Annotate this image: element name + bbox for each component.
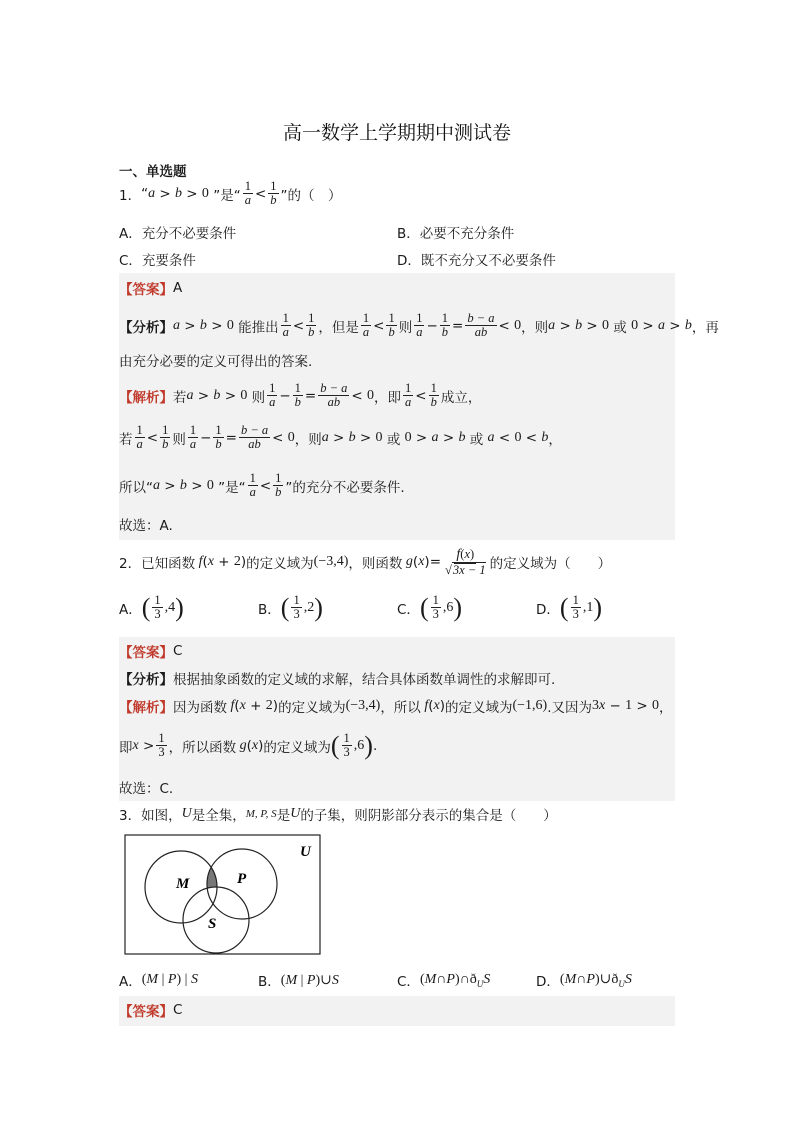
q2-stem: 2． 已知函数 f ( x + 2 ) 的定义域为 (−3,4) ，则函数 g ( x ) = $\frac{f(x)}{√3x - 1}$ 的定义域为（ ） (119, 547, 612, 577)
q1-analysis: 【分析】 a > b > 0 能推出 $\frac{1}{a}$ < $\frac{1}{b}$ ，但是 $\frac{1}{a}$ < $\frac{1}{b}$ 则 $\frac{1}{a}$ − $\frac{1}{b}$ = $\frac{b - a}{ab}$ < 0 ，则 a > b > 0 或 0 > a > b ，再 (119, 311, 719, 340)
label-p: P (237, 871, 247, 887)
q2-option-d: D． ( $\frac{1}{3}$ ,1 ) (536, 592, 602, 622)
q3-option-d: D． $(M\cap P)\cup ð_US$ (536, 972, 632, 990)
q1-analysis-cont: 由充分必要的定义可得出的答案. (119, 354, 313, 370)
q1-stem: 1． “ a > b > 0 ”是“ $\frac{1}{a}$ < $\frac{1}{b}$ ”的（ ） (119, 179, 342, 208)
q3-option-c: C． $(M\cap P)\cap ð_US$ (397, 971, 491, 990)
q2-option-a: A． ( $\frac{1}{3}$ ,4 ) (119, 592, 184, 622)
section-heading: 一、单选题 (119, 164, 187, 180)
label-s: S (208, 916, 217, 932)
q3-option-b: B． (M | P)∪S (258, 972, 339, 990)
q3-stem: 3． 如图， U 是全集， M, P, S 是 U 的子集，则阴影部分表示的集合是（ ） (119, 806, 557, 824)
q2-solution-line1: 【解析】 因为函数 f ( x + 2 ) 的定义域为 (−3,4) ，所以 f ( x ) 的定义域为 (−1,6) .又因为 3 x − 1 > 0 ， (119, 698, 673, 716)
q2-option-b: B． ( $\frac{1}{3}$ ,2 ) (258, 592, 323, 622)
label-m: M (176, 876, 190, 892)
q2-answer: 【答案】 C (119, 643, 183, 661)
q1-solution-line1: 【解析】 若 a > b > 0 则 $\frac{1}{a}$ − $\frac{1}{b}$ = $\frac{b - a}{ab}$ < 0 ，即 $\frac{1}{a}$ < $\frac{1}{b}$ 成立， (119, 381, 482, 410)
page-title: 高一数学上学期期中测试卷 (282, 122, 511, 144)
q3-option-a: A． (M | P) | S (119, 972, 198, 990)
label-u: U (300, 844, 311, 860)
q2-analysis: 【分析】 根据抽象函数的定义域的求解，结合具体函数单调性的求解即可. (119, 672, 556, 688)
q2-solution-line2: 即 x > $\frac{1}{3}$ ，所以函数 g ( x ) 的定义域为 ( $\frac{1}{3}$ ,6 ) . (119, 730, 378, 760)
q1-option-c: C．充要条件 (119, 253, 196, 269)
universe-rect (125, 835, 320, 954)
q1-option-b: B．必要不充分条件 (397, 226, 515, 242)
q1-solution-line2: 若 $\frac{1}{a}$ < $\frac{1}{b}$ 则 $\frac{1}{a}$ − $\frac{1}{b}$ = $\frac{b - a}{ab}$ < 0 ，则 a > b > 0 或 0 > a > b 或 a < 0 < b ， (119, 423, 562, 452)
q1-answer: 【答案】 A (119, 280, 183, 298)
q1-solution-line3: 所以“ a > b > 0 ”是“ $\frac{1}{a}$ < $\frac{1}{b}$ ”的充分不必要条件. (119, 471, 405, 500)
venn-diagram (124, 833, 322, 957)
q2-solution-line3: 故选：C. (119, 781, 174, 797)
q3-answer: 【答案】 C (119, 1002, 183, 1020)
q1-option-d: D．既不充分又不必要条件 (397, 253, 556, 269)
q1-solution-line4: 故选：A. (119, 518, 173, 534)
q1-option-a: A．充分不必要条件 (119, 226, 237, 242)
q2-option-c: C． ( $\frac{1}{3}$ ,6 ) (397, 592, 463, 622)
